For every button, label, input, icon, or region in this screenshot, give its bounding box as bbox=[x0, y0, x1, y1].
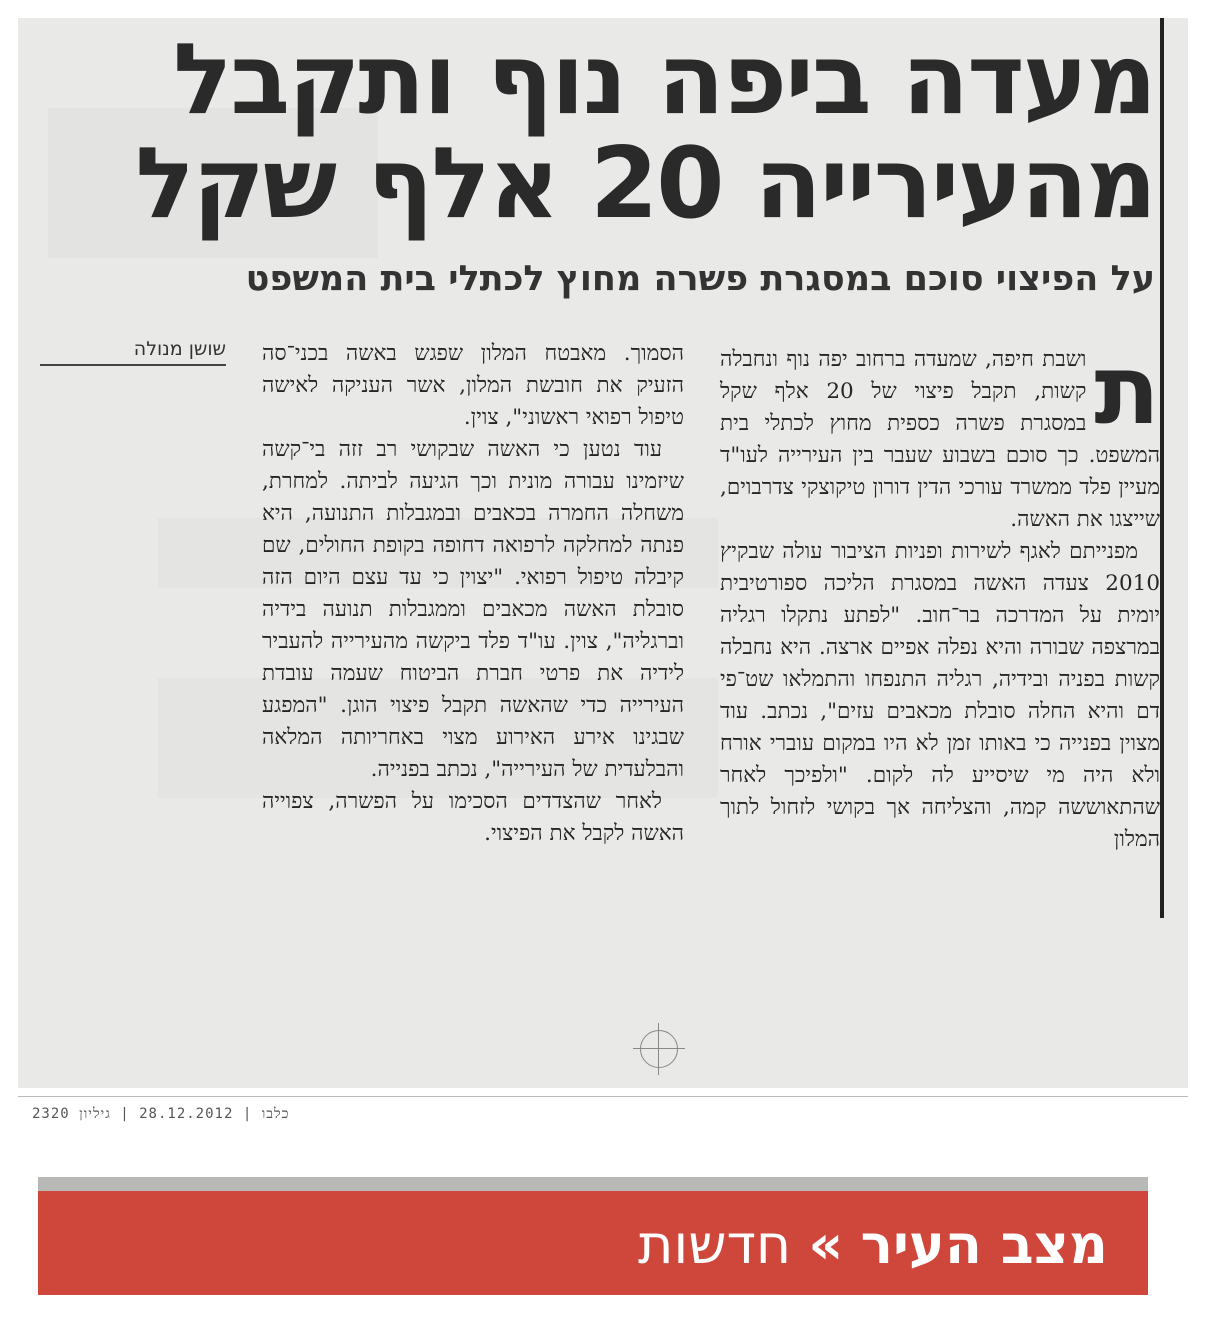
paragraph: לאחר שהצדדים הסכימו על הפשרה, צפוייה האשה לקבל את הפיצוי. bbox=[262, 789, 684, 846]
paragraph: עוד נטען כי האשה שבקושי רב זזה בי־קשה שיזמינו עבורה מונית וכך הגיעה לביתה. למחרת, משחלה החמרה בכאבים ובמגבלות התנועה, היא פנתה למחלקה לרפואה דחופה בקופת החולים, שם קיבלה טיפול רפואי. "יצוין כי עד עצם היום הזה סובלת האשה מכאבים וממגבלות תנועה בידיה וברגליה", צוין. עו"ד פלד ביקשה מהעירייה להעביר לידיה את פרטי חברת הביטוח שעמה עובדת העירייה כדי שהאשה תקבל פיצוי הוגן. "המפגע שבגינו אירע האירוע מצוי באחריותה המלאה והבלעדית של העירייה", נכתב בפנייה. bbox=[262, 437, 684, 782]
issue-footer: כלבו | 28.12.2012 | גיליון 2320 bbox=[32, 1106, 290, 1122]
article-column-right bbox=[720, 334, 1160, 856]
chevron-double-left-icon: » bbox=[808, 1213, 844, 1276]
registration-mark-icon bbox=[640, 1030, 678, 1068]
headline bbox=[40, 23, 1155, 241]
byline: שושן מנולה bbox=[40, 338, 226, 366]
subheadline: על הפיצוי סוכם במסגרת פשרה מחוץ לכתלי בית המשפט bbox=[245, 259, 1155, 299]
drop-cap: ת bbox=[1094, 334, 1160, 446]
headline-line-1: מעדה ביפה נוף ותקבל bbox=[173, 23, 1155, 137]
banner-top-strip bbox=[38, 1177, 1148, 1191]
divider bbox=[18, 1096, 1188, 1097]
section-category: חדשות bbox=[637, 1213, 792, 1276]
paragraph: הסמוך. מאבטח המלון שפגש באשה בכני־סה הזעיק את חובשת המלון, אשר העניקה לאישה טיפול רפואי ראשוני", צוין. bbox=[262, 341, 684, 430]
article-column-left bbox=[262, 338, 684, 850]
paragraph: ושבת חיפה, שמעדה ברחוב יפה נוף ונחבלה קשות, תקבל פיצוי של 20 אלף שקל במסגרת פשרה כספית מחוץ לכתלי בית המשפט. כך סוכם בשבוע שעבר בין העירייה לעו"ד מעיין פלד ממשרד עורכי הדין דורון טיקוצקי צדרבוים, שייצגו את האשה. bbox=[720, 347, 1160, 532]
headline-line-2: מהעירייה 20 אלף שקל bbox=[135, 127, 1155, 241]
section-banner-label bbox=[38, 1210, 1108, 1280]
section-name: מצב העיר bbox=[860, 1213, 1108, 1276]
column-rule bbox=[1160, 18, 1164, 918]
paragraph: מפנייתם לאגף לשירות ופניות הציבור עולה שבקיץ 2010 צעדה האשה במסגרת הליכה ספורטיבית יומית על המדרכה בר־חוב. "לפתע נתקלו רגליה במרצפה שבורה והיא נפלה אפיים ארצה. היא נחבלה קשות בפניה ובידיה, רגליה התנפחו והתמלאו שט־פי דם והיא החלה סובלת מכאבים עזים", נכתב. עוד מצוין בפנייה כי באותו זמן לא היו במקום עוברי אורח ולא היה מי שיסייע לה לקום. "ולפיכך לאחר שהתאוששה קמה, והצליחה אך בקושי לזחול לתוך המלון bbox=[720, 539, 1160, 852]
